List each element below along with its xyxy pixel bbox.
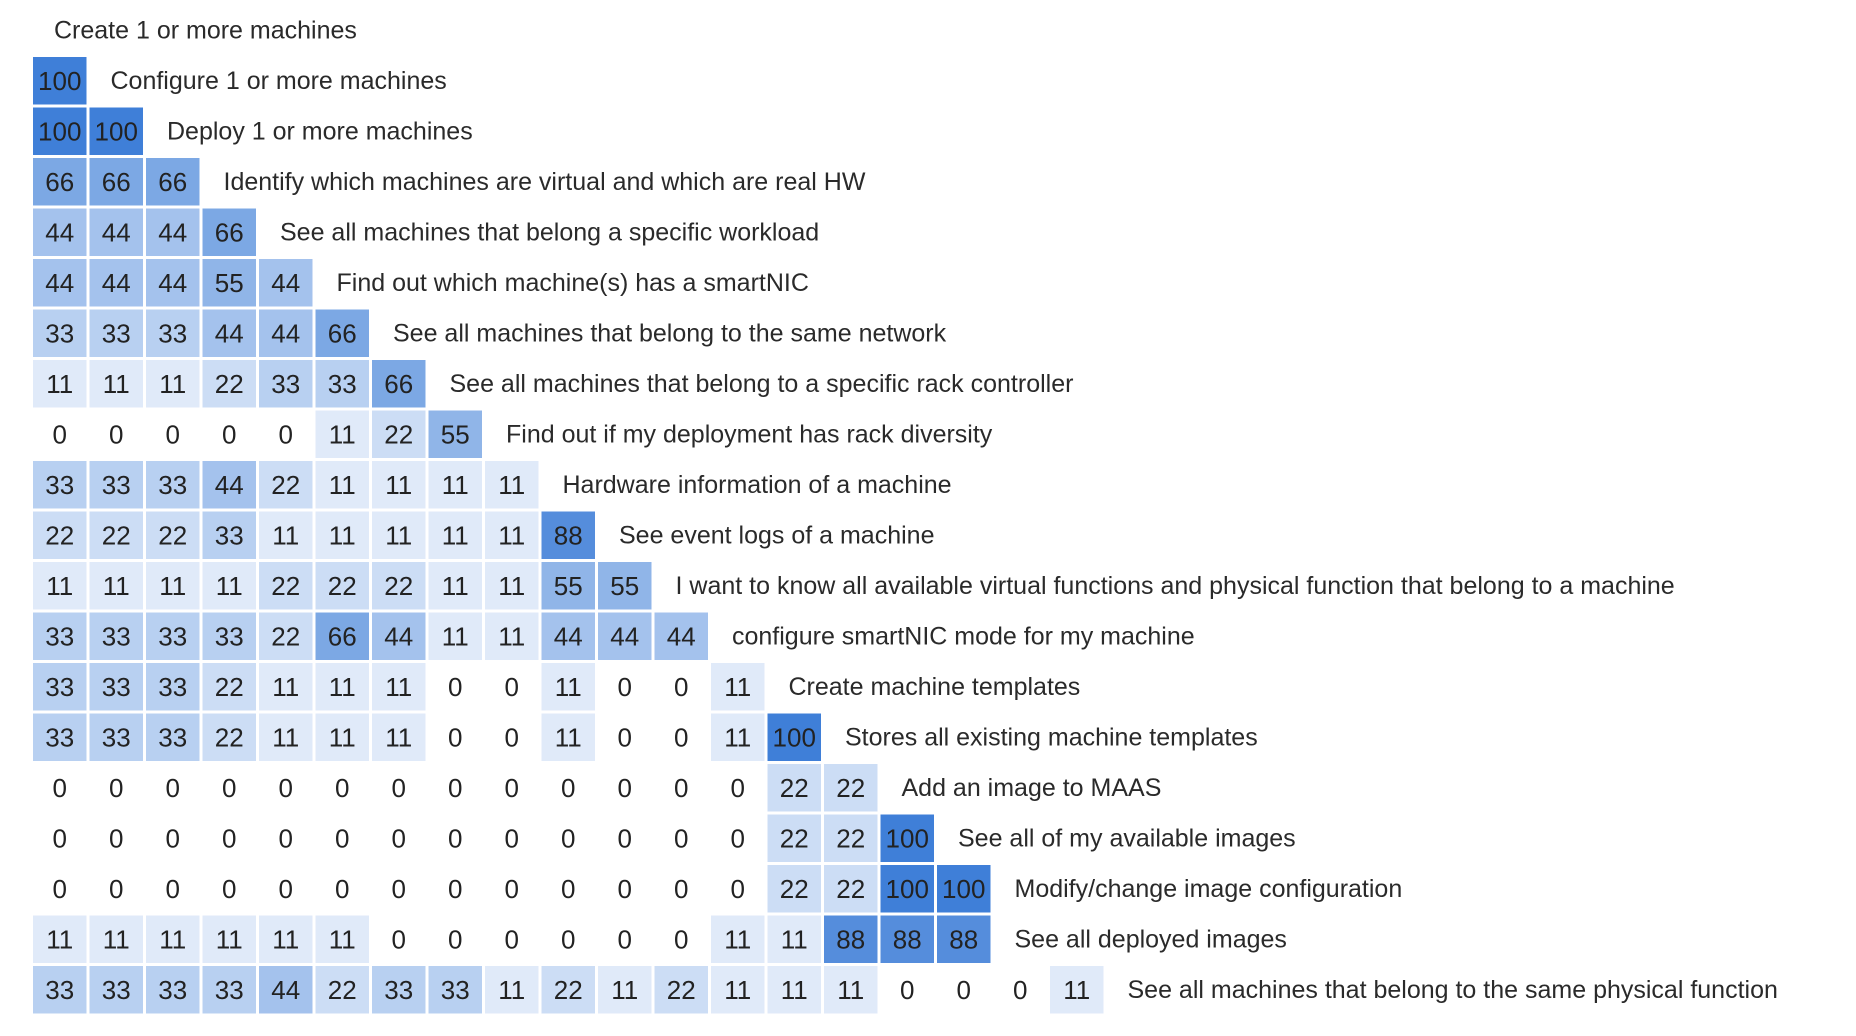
heatmap-cell-value: 11 [272, 722, 300, 753]
heatmap-cell-value: 44 [271, 318, 301, 349]
row-label: Modify/change image configuration [1014, 874, 1403, 903]
heatmap-cell-value: 22 [214, 671, 244, 702]
heatmap-cell-value: 44 [666, 621, 696, 652]
heatmap-cell-value: 100 [94, 116, 138, 147]
heatmap-cell-value: 33 [45, 621, 75, 652]
heatmap-cell-value: 22 [384, 419, 414, 450]
heatmap-cell-value: 11 [328, 924, 356, 955]
heatmap-cell-value: 66 [327, 318, 357, 349]
row-label: Add an image to MAAS [901, 773, 1162, 802]
heatmap-cell-value: 0 [448, 772, 463, 803]
heatmap-cell-value: 22 [101, 520, 131, 551]
heatmap-cell-value: 66 [214, 217, 244, 248]
heatmap-cell-value: 0 [278, 823, 293, 854]
heatmap-cell-value: 0 [278, 873, 293, 904]
heatmap-cell-value: 22 [779, 823, 809, 854]
heatmap-cell-value: 11 [328, 419, 356, 450]
heatmap-cell-value: 0 [504, 671, 519, 702]
heatmap-cell-value: 11 [46, 368, 74, 399]
heatmap-cell-value: 11 [441, 570, 469, 601]
heatmap-cell-value: 11 [498, 621, 526, 652]
heatmap-cell-value: 44 [101, 267, 131, 298]
heatmap-cell-value: 33 [101, 974, 131, 1005]
heatmap-cell-value: 55 [610, 570, 640, 601]
row-label: See all machines that belong to the same physical function [1127, 975, 1778, 1004]
heatmap-cell-value: 0 [561, 823, 576, 854]
heatmap-cell-value: 11 [554, 671, 582, 702]
heatmap-cell-value: 0 [617, 722, 632, 753]
heatmap-cell-value: 11 [498, 974, 526, 1005]
heatmap-cell-value: 22 [271, 469, 301, 500]
heatmap-cell-value: 11 [385, 469, 413, 500]
heatmap-cell-value: 22 [271, 570, 301, 601]
heatmap-cell-value: 0 [52, 419, 67, 450]
heatmap-cell-value: 11 [724, 924, 752, 955]
heatmap-cell-value: 44 [158, 217, 188, 248]
heatmap-cell-value: 44 [271, 267, 301, 298]
heatmap-cell-value: 0 [52, 823, 67, 854]
heatmap-cell-value: 11 [498, 520, 526, 551]
heatmap-cell-value: 11 [724, 671, 752, 702]
row-label: Hardware information of a machine [562, 470, 952, 499]
row-label: See all deployed images [1014, 925, 1287, 954]
heatmap-cell-value: 22 [214, 722, 244, 753]
heatmap-cell-value: 0 [674, 722, 689, 753]
matrix-cells [33, 57, 1104, 1014]
heatmap-cell-value: 33 [101, 318, 131, 349]
heatmap-cell-value: 44 [45, 267, 75, 298]
heatmap-cell-value: 0 [391, 924, 406, 955]
heatmap-cell-value: 11 [724, 722, 752, 753]
heatmap-cell-value: 44 [158, 267, 188, 298]
heatmap-cell-value: 88 [553, 520, 583, 551]
heatmap-cell-value: 33 [384, 974, 414, 1005]
heatmap-cell-value: 11 [328, 469, 356, 500]
heatmap-cell-value: 11 [328, 520, 356, 551]
row-label: Deploy 1 or more machines [167, 117, 473, 146]
row-label: configure smartNIC mode for my machine [732, 622, 1195, 651]
row-label: Identify which machines are virtual and which are real HW [223, 167, 866, 196]
heatmap-cell-value: 11 [385, 520, 413, 551]
heatmap-cell-value: 11 [102, 924, 130, 955]
heatmap-cell-value: 0 [617, 671, 632, 702]
heatmap-cell-value: 0 [165, 419, 180, 450]
row-label: Configure 1 or more machines [110, 66, 447, 95]
heatmap-cell-value: 11 [46, 570, 74, 601]
heatmap-cell-value: 66 [327, 621, 357, 652]
heatmap-cell-value: 33 [45, 318, 75, 349]
heatmap-cell-value: 88 [892, 924, 922, 955]
heatmap-cell-value: 22 [836, 873, 866, 904]
heatmap-cell-value: 22 [553, 974, 583, 1005]
heatmap-cell-value: 66 [101, 166, 131, 197]
heatmap-cell-value: 0 [448, 671, 463, 702]
heatmap-cell-value: 0 [504, 823, 519, 854]
heatmap-cell-value: 11 [272, 520, 300, 551]
heatmap-cell-value: 0 [674, 873, 689, 904]
heatmap-cell-value: 0 [109, 873, 124, 904]
heatmap-cell-value: 22 [327, 974, 357, 1005]
row-label: Create 1 or more machines [54, 16, 357, 45]
heatmap-cell-value: 44 [214, 318, 244, 349]
heatmap-cell-value: 0 [730, 873, 745, 904]
heatmap-cell-value: 33 [45, 722, 75, 753]
heatmap-cell-value: 0 [222, 772, 237, 803]
heatmap-cell-value: 0 [448, 722, 463, 753]
heatmap-cell-value: 0 [504, 873, 519, 904]
heatmap-cell-value: 0 [561, 772, 576, 803]
heatmap-cell-value: 22 [327, 570, 357, 601]
row-label: See all machines that belong a specific workload [280, 218, 820, 247]
heatmap-cell-value: 0 [335, 873, 350, 904]
heatmap-cell-value: 100 [38, 116, 82, 147]
heatmap-cell-value: 33 [158, 469, 188, 500]
heatmap-cell-value: 88 [949, 924, 979, 955]
heatmap-cell-value: 11 [498, 469, 526, 500]
heatmap-cell-value: 33 [101, 671, 131, 702]
heatmap-cell-value: 11 [215, 570, 243, 601]
heatmap-cell-value: 33 [101, 722, 131, 753]
heatmap-cell-value: 44 [553, 621, 583, 652]
heatmap-cell-value: 33 [158, 671, 188, 702]
heatmap-cell-value: 22 [158, 520, 188, 551]
heatmap-cell-value: 33 [101, 469, 131, 500]
heatmap-cell-value: 0 [335, 772, 350, 803]
heatmap-cell-value: 0 [900, 974, 915, 1005]
heatmap-cell-value: 0 [448, 924, 463, 955]
heatmap-cell-value: 44 [101, 217, 131, 248]
row-label: See all machines that belong to a specific rack controller [449, 369, 1074, 398]
heatmap-cell-value: 44 [271, 974, 301, 1005]
heatmap-cell-value: 11 [328, 671, 356, 702]
heatmap-cell-value: 11 [102, 570, 130, 601]
heatmap-cell-value: 11 [159, 368, 187, 399]
heatmap-cell-value: 0 [335, 823, 350, 854]
heatmap-cell-value: 0 [391, 772, 406, 803]
row-label: Find out if my deployment has rack diversity [506, 420, 993, 449]
heatmap-cell-value: 88 [836, 924, 866, 955]
heatmap-cell-value: 11 [441, 520, 469, 551]
heatmap-cell-value: 33 [158, 722, 188, 753]
heatmap-cell-value: 0 [165, 772, 180, 803]
row-label: Create machine templates [788, 672, 1081, 701]
heatmap-cell-value: 0 [165, 873, 180, 904]
heatmap-cell-value: 33 [440, 974, 470, 1005]
heatmap-cell-value: 0 [730, 823, 745, 854]
row-label: Find out which machine(s) has a smartNIC [336, 268, 809, 297]
heatmap-cell-value: 33 [45, 974, 75, 1005]
heatmap-cell-value: 100 [38, 65, 82, 96]
heatmap-cell-value: 0 [561, 873, 576, 904]
heatmap-cell-value: 11 [272, 924, 300, 955]
heatmap-cell-value: 44 [45, 217, 75, 248]
heatmap-cell-value: 0 [222, 873, 237, 904]
heatmap-cell-value: 11 [215, 924, 243, 955]
heatmap-cell-value: 22 [779, 772, 809, 803]
heatmap-cell-value: 11 [780, 924, 808, 955]
heatmap-cell-value: 22 [836, 823, 866, 854]
heatmap-cell-value: 100 [772, 722, 816, 753]
row-label: See all machines that belong to the same network [393, 319, 947, 348]
heatmap-cell-value: 11 [102, 368, 130, 399]
heatmap-cell-value: 22 [779, 873, 809, 904]
heatmap-cell-value: 55 [553, 570, 583, 601]
row-label: Stores all existing machine templates [845, 723, 1258, 752]
heatmap-cell-value: 66 [384, 368, 414, 399]
heatmap-cell-value: 33 [327, 368, 357, 399]
heatmap-cell-value: 0 [278, 419, 293, 450]
heatmap-cell-value: 0 [674, 671, 689, 702]
heatmap-cell-value: 0 [674, 924, 689, 955]
heatmap-cell-value: 55 [214, 267, 244, 298]
heatmap-cell-value: 33 [101, 621, 131, 652]
heatmap-cell-value: 0 [730, 772, 745, 803]
heatmap-cell-value: 33 [158, 621, 188, 652]
heatmap-cell-value: 66 [158, 166, 188, 197]
heatmap-cell-value: 0 [391, 873, 406, 904]
heatmap-cell-value: 22 [214, 368, 244, 399]
heatmap-cell-value: 0 [561, 924, 576, 955]
heatmap-cell-value: 0 [278, 772, 293, 803]
heatmap-cell-value: 11 [385, 671, 413, 702]
heatmap-cell-value: 100 [942, 873, 986, 904]
row-label: See all of my available images [958, 824, 1296, 853]
heatmap-cell-value: 0 [391, 823, 406, 854]
heatmap-cell-value: 66 [45, 166, 75, 197]
heatmap-cell-value: 33 [45, 469, 75, 500]
heatmap-cell-value: 22 [836, 772, 866, 803]
heatmap-cell-value: 11 [837, 974, 865, 1005]
heatmap-cell-value: 0 [504, 722, 519, 753]
heatmap-cell-value: 11 [159, 924, 187, 955]
heatmap-cell-value: 0 [109, 772, 124, 803]
heatmap-cell-value: 0 [448, 873, 463, 904]
heatmap-cell-value: 11 [441, 469, 469, 500]
heatmap-cell-value: 0 [222, 823, 237, 854]
heatmap-cell-value: 33 [214, 621, 244, 652]
heatmap-cell-value: 0 [674, 772, 689, 803]
heatmap-cell-value: 0 [674, 823, 689, 854]
heatmap-cell-value: 100 [885, 873, 929, 904]
heatmap-cell-value: 11 [272, 671, 300, 702]
heatmap-cell-value: 0 [448, 823, 463, 854]
heatmap-cell-value: 11 [611, 974, 639, 1005]
heatmap-cell-value: 0 [617, 873, 632, 904]
heatmap-cell-value: 0 [617, 823, 632, 854]
heatmap-cell-value: 55 [440, 419, 470, 450]
heatmap-cell-value: 100 [885, 823, 929, 854]
row-label: I want to know all available virtual functions and physical function that belong to a machine [675, 571, 1675, 600]
heatmap-cell-value: 22 [384, 570, 414, 601]
heatmap-cell-value: 0 [504, 924, 519, 955]
heatmap-cell-value: 33 [271, 368, 301, 399]
row-label: See event logs of a machine [619, 521, 935, 550]
heatmap-cell-value: 33 [214, 520, 244, 551]
heatmap-cell-value: 0 [109, 823, 124, 854]
heatmap-cell-value: 44 [214, 469, 244, 500]
heatmap-cell-value: 0 [504, 772, 519, 803]
heatmap-cell-value: 11 [1063, 974, 1091, 1005]
heatmap-cell-value: 0 [165, 823, 180, 854]
heatmap-cell-value: 11 [780, 974, 808, 1005]
heatmap-cell-value: 11 [554, 722, 582, 753]
heatmap-cell-value: 11 [724, 974, 752, 1005]
heatmap-cell-value: 33 [158, 318, 188, 349]
heatmap-cell-value: 22 [666, 974, 696, 1005]
heatmap-cell-value: 0 [52, 772, 67, 803]
heatmap-cell-value: 0 [617, 924, 632, 955]
heatmap-cell-value: 0 [617, 772, 632, 803]
heatmap-cell-value: 44 [610, 621, 640, 652]
heatmap-cell-value: 44 [384, 621, 414, 652]
heatmap-cell-value: 33 [214, 974, 244, 1005]
heatmap-cell-value: 11 [498, 570, 526, 601]
heatmap-cell-value: 0 [222, 419, 237, 450]
heatmap-cell-value: 33 [158, 974, 188, 1005]
heatmap-cell-value: 22 [45, 520, 75, 551]
heatmap-cell-value: 0 [1013, 974, 1028, 1005]
heatmap-cell-value: 11 [441, 621, 469, 652]
heatmap-cell-value: 11 [328, 722, 356, 753]
heatmap-cell-value: 0 [109, 419, 124, 450]
heatmap-cell-value: 0 [52, 873, 67, 904]
heatmap-cell-value: 11 [159, 570, 187, 601]
heatmap-cell-value: 0 [956, 974, 971, 1005]
heatmap-cell-value: 11 [46, 924, 74, 955]
heatmap-cell-value: 22 [271, 621, 301, 652]
heatmap-cell-value: 33 [45, 671, 75, 702]
heatmap-cell-value: 11 [385, 722, 413, 753]
